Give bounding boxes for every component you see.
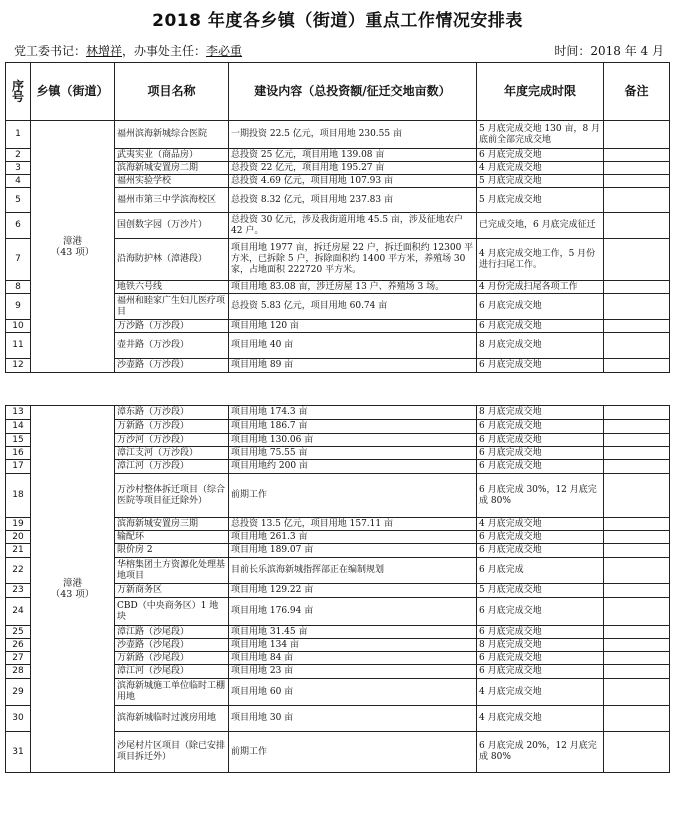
remark xyxy=(604,665,670,679)
project-name: 福州和睦家广生妇儿医疗项目 xyxy=(115,294,229,320)
row-number: 8 xyxy=(6,281,31,294)
row-number: 9 xyxy=(6,294,31,320)
project-content: 总投资 5.83 亿元，项目用地 60.74 亩 xyxy=(229,294,477,320)
remark xyxy=(604,406,670,420)
project-name: 漳江路（沙尾段） xyxy=(115,626,229,639)
row-number: 5 xyxy=(6,188,31,213)
remark xyxy=(604,188,670,213)
project-content: 总投资 4.69 亿元，项目用地 107.93 亩 xyxy=(229,175,477,188)
row-number: 10 xyxy=(6,320,31,333)
project-content: 项目用地 31.45 亩 xyxy=(229,626,477,639)
remark xyxy=(604,626,670,639)
row-number: 12 xyxy=(6,359,31,373)
remark xyxy=(604,706,670,732)
officials xyxy=(14,42,242,59)
project-content: 目前长乐滨海新城指挥部正在编制规划 xyxy=(229,558,477,584)
secretary-label: 党工委书记： xyxy=(14,44,87,58)
completion-deadline: 6 月底完成交地 xyxy=(477,531,604,544)
remark xyxy=(604,239,670,281)
project-content: 项目用地 1977 亩，拆迁房屋 22 户，拆迁面积约 12300 平方米，已拆除 5 户，拆除面积约 1400 平方米，养殖场 30 家，占地面积 222720 平方米。 xyxy=(229,239,477,281)
project-name: 武夷实业（商品房） xyxy=(115,149,229,162)
project-name: 万沙河（万沙段） xyxy=(115,434,229,447)
project-name: 漳东路（万沙段） xyxy=(115,406,229,420)
remark xyxy=(604,558,670,584)
remark xyxy=(604,474,670,518)
row-number: 7 xyxy=(6,239,31,281)
project-name: 地铁六号线 xyxy=(115,281,229,294)
project-name: 限价房 2 xyxy=(115,544,229,558)
project-name: 沙壶路（沙尾段） xyxy=(115,639,229,652)
remark xyxy=(604,584,670,598)
project-content: 总投资 22 亿元，项目用地 195.27 亩 xyxy=(229,162,477,175)
remark xyxy=(604,639,670,652)
row-number: 16 xyxy=(6,447,31,460)
completion-deadline: 4 月底完成交地工作，5 月份进行扫尾工作。 xyxy=(477,239,604,281)
project-content: 总投资 30 亿元，涉及我街道用地 45.5 亩，涉及征地农户 42 户。 xyxy=(229,213,477,239)
row-number: 13 xyxy=(6,406,31,420)
project-content: 项目用地 261.3 亩 xyxy=(229,531,477,544)
project-content: 项目用地 83.08 亩，涉迁房屋 13 户、养殖场 3 场。 xyxy=(229,281,477,294)
remark xyxy=(604,518,670,531)
row-number: 19 xyxy=(6,518,31,531)
project-name: 滨海新城施工单位临时工棚用地 xyxy=(115,679,229,706)
row-number: 20 xyxy=(6,531,31,544)
completion-deadline: 5 月底完成交地 130 亩，8 月底前全部完成交地 xyxy=(477,121,604,149)
project-name: 万沙路（万沙段） xyxy=(115,320,229,333)
project-content: 总投资 13.5 亿元，项目用地 157.11 亩 xyxy=(229,518,477,531)
project-name: 华榕集团土方资源化处理基地项目 xyxy=(115,558,229,584)
project-content: 项目用地 186.7 亩 xyxy=(229,420,477,434)
remark xyxy=(604,162,670,175)
completion-deadline: 6 月底完成交地 xyxy=(477,320,604,333)
project-name: 福州实验学校 xyxy=(115,175,229,188)
row-number: 28 xyxy=(6,665,31,679)
project-content: 项目用地 120 亩 xyxy=(229,320,477,333)
remark xyxy=(604,333,670,359)
completion-deadline: 5 月底完成交地 xyxy=(477,584,604,598)
remark xyxy=(604,149,670,162)
completion-deadline: 6 月底完成交地 xyxy=(477,544,604,558)
completion-deadline: 8 月底完成交地 xyxy=(477,406,604,420)
project-name: 漳江支河（万沙段） xyxy=(115,447,229,460)
completion-deadline: 6 月底完成交地 xyxy=(477,149,604,162)
town-label-line: （43 项） xyxy=(50,246,95,258)
completion-deadline: 4 月底完成交地 xyxy=(477,679,604,706)
project-name: 壶井路（万沙段） xyxy=(115,333,229,359)
project-name: 滨海新城临时过渡房用地 xyxy=(115,706,229,732)
project-content: 项目用地 89 亩 xyxy=(229,359,477,373)
town-label-line: （43 项） xyxy=(50,589,95,600)
project-content: 项目用地 60 亩 xyxy=(229,679,477,706)
row-number: 29 xyxy=(6,679,31,706)
project-content: 前期工作 xyxy=(229,474,477,518)
town-cell xyxy=(31,121,115,373)
completion-deadline: 6 月底完成交地 xyxy=(477,665,604,679)
project-content: 一期投资 22.5 亿元，项目用地 230.55 亩 xyxy=(229,121,477,149)
town-cell xyxy=(31,406,115,773)
col-header-remark: 备注 xyxy=(604,63,670,121)
completion-deadline: 4 月底完成交地 xyxy=(477,518,604,531)
town-label-line: 漳港 xyxy=(62,578,82,589)
remark xyxy=(604,598,670,626)
project-name: 沙壶路（万沙段） xyxy=(115,359,229,373)
project-content: 项目用地 75.55 亩 xyxy=(229,447,477,460)
completion-deadline: 6 月底完成交地 xyxy=(477,359,604,373)
project-content: 项目用地 30 亩 xyxy=(229,706,477,732)
project-name: 万新商务区 xyxy=(115,584,229,598)
project-name: 输配环 xyxy=(115,531,229,544)
completion-deadline: 5 月底完成交地 xyxy=(477,175,604,188)
schedule-table-part1 xyxy=(5,62,670,373)
completion-deadline: 6 月底完成交地 xyxy=(477,434,604,447)
completion-deadline: 6 月底完成 30%，12 月底完成 80% xyxy=(477,474,604,518)
completion-deadline: 6 月底完成交地 xyxy=(477,447,604,460)
page-title: 2018 年度各乡镇（街道）重点工作情况安排表 xyxy=(152,11,523,31)
row-number: 31 xyxy=(6,732,31,773)
project-content: 项目用地 134 亩 xyxy=(229,639,477,652)
project-name: 万沙村整体拆迁项目（综合医院等项目征迁除外） xyxy=(115,474,229,518)
town-label-line: 漳港 xyxy=(62,235,82,247)
table-row xyxy=(6,406,670,420)
project-content: 项目用地 176.94 亩 xyxy=(229,598,477,626)
completion-deadline: 已完成交地，6 月底完成征迁 xyxy=(477,213,604,239)
project-content: 项目用地 130.06 亩 xyxy=(229,434,477,447)
remark xyxy=(604,420,670,434)
remark xyxy=(604,447,670,460)
completion-deadline: 6 月底完成交地 xyxy=(477,460,604,474)
remark xyxy=(604,544,670,558)
project-name: CBD（中央商务区）1 地块 xyxy=(115,598,229,626)
completion-deadline: 5 月底完成交地 xyxy=(477,188,604,213)
col-header-content: 建设内容（总投资额/征迁交地亩数） xyxy=(229,63,477,121)
remark xyxy=(604,281,670,294)
completion-deadline: 6 月底完成交地 xyxy=(477,652,604,665)
col-header-schedule: 年度完成时限 xyxy=(477,63,604,121)
remark xyxy=(604,460,670,474)
row-number: 25 xyxy=(6,626,31,639)
project-content: 总投资 25 亿元，项目用地 139.08 亩 xyxy=(229,149,477,162)
row-number: 21 xyxy=(6,544,31,558)
project-name: 漳江河（沙尾段） xyxy=(115,665,229,679)
director-name: 李必重 xyxy=(206,44,243,58)
project-name: 万新路（沙尾段） xyxy=(115,652,229,665)
project-content: 项目用地 23 亩 xyxy=(229,665,477,679)
row-number: 27 xyxy=(6,652,31,665)
remark xyxy=(604,359,670,373)
row-number: 3 xyxy=(6,162,31,175)
project-content: 项目用地 174.3 亩 xyxy=(229,406,477,420)
completion-deadline: 4 月底完成交地 xyxy=(477,706,604,732)
remark xyxy=(604,652,670,665)
row-number: 26 xyxy=(6,639,31,652)
project-name: 沙尾村片区项目（除已安排项目拆迁外） xyxy=(115,732,229,773)
completion-deadline: 6 月底完成交地 xyxy=(477,626,604,639)
row-number: 2 xyxy=(6,149,31,162)
completion-deadline: 8 月底完成交地 xyxy=(477,639,604,652)
project-content: 项目用地 189.07 亩 xyxy=(229,544,477,558)
row-number: 30 xyxy=(6,706,31,732)
project-name: 福州市第三中学滨海校区 xyxy=(115,188,229,213)
project-content: 项目用地约 200 亩 xyxy=(229,460,477,474)
completion-deadline: 6 月底完成交地 xyxy=(477,294,604,320)
row-number: 22 xyxy=(6,558,31,584)
project-name: 福州滨海新城综合医院 xyxy=(115,121,229,149)
completion-deadline: 6 月底完成 xyxy=(477,558,604,584)
col-header-town: 乡镇（街道） xyxy=(31,63,115,121)
remark xyxy=(604,320,670,333)
completion-deadline: 4 月份完成扫尾各项工作 xyxy=(477,281,604,294)
table-row xyxy=(6,121,670,149)
row-number: 23 xyxy=(6,584,31,598)
remark xyxy=(604,121,670,149)
project-content: 前期工作 xyxy=(229,732,477,773)
project-name: 滨海新城安置房三期 xyxy=(115,518,229,531)
row-number: 11 xyxy=(6,333,31,359)
header-row xyxy=(6,63,670,121)
row-number: 6 xyxy=(6,213,31,239)
row-number: 18 xyxy=(6,474,31,518)
row-number: 24 xyxy=(6,598,31,626)
remark xyxy=(604,434,670,447)
col-header-no: 序号 xyxy=(6,63,31,121)
col-header-project: 项目名称 xyxy=(115,63,229,121)
row-number: 1 xyxy=(6,121,31,149)
remark xyxy=(604,679,670,706)
schedule-table-part2 xyxy=(5,405,670,773)
project-name: 万新路（万沙段） xyxy=(115,420,229,434)
remark xyxy=(604,175,670,188)
row-number: 17 xyxy=(6,460,31,474)
row-number: 4 xyxy=(6,175,31,188)
remark xyxy=(604,531,670,544)
project-content: 项目用地 129.22 亩 xyxy=(229,584,477,598)
project-name: 沿海防护林（漳港段） xyxy=(115,239,229,281)
director-label: ，办事处主任： xyxy=(122,44,207,58)
completion-deadline: 6 月底完成交地 xyxy=(477,420,604,434)
date-label: 时间：2018 年 4 月 xyxy=(554,44,664,58)
remark xyxy=(604,732,670,773)
row-number: 14 xyxy=(6,420,31,434)
project-name: 国创数字园（万沙片） xyxy=(115,213,229,239)
completion-deadline: 6 月底完成 20%，12 月底完成 80% xyxy=(477,732,604,773)
completion-deadline: 8 月底完成交地 xyxy=(477,333,604,359)
secretary-name: 林增祥 xyxy=(86,44,123,58)
completion-deadline: 6 月底完成交地 xyxy=(477,598,604,626)
completion-deadline: 4 月底完成交地 xyxy=(477,162,604,175)
row-number: 15 xyxy=(6,434,31,447)
project-content: 总投资 8.32 亿元，项目用地 237.83 亩 xyxy=(229,188,477,213)
remark xyxy=(604,294,670,320)
remark xyxy=(604,213,670,239)
project-name: 漳江河（万沙段） xyxy=(115,460,229,474)
project-name: 滨海新城安置房二期 xyxy=(115,162,229,175)
project-content: 项目用地 84 亩 xyxy=(229,652,477,665)
project-content: 项目用地 40 亩 xyxy=(229,333,477,359)
